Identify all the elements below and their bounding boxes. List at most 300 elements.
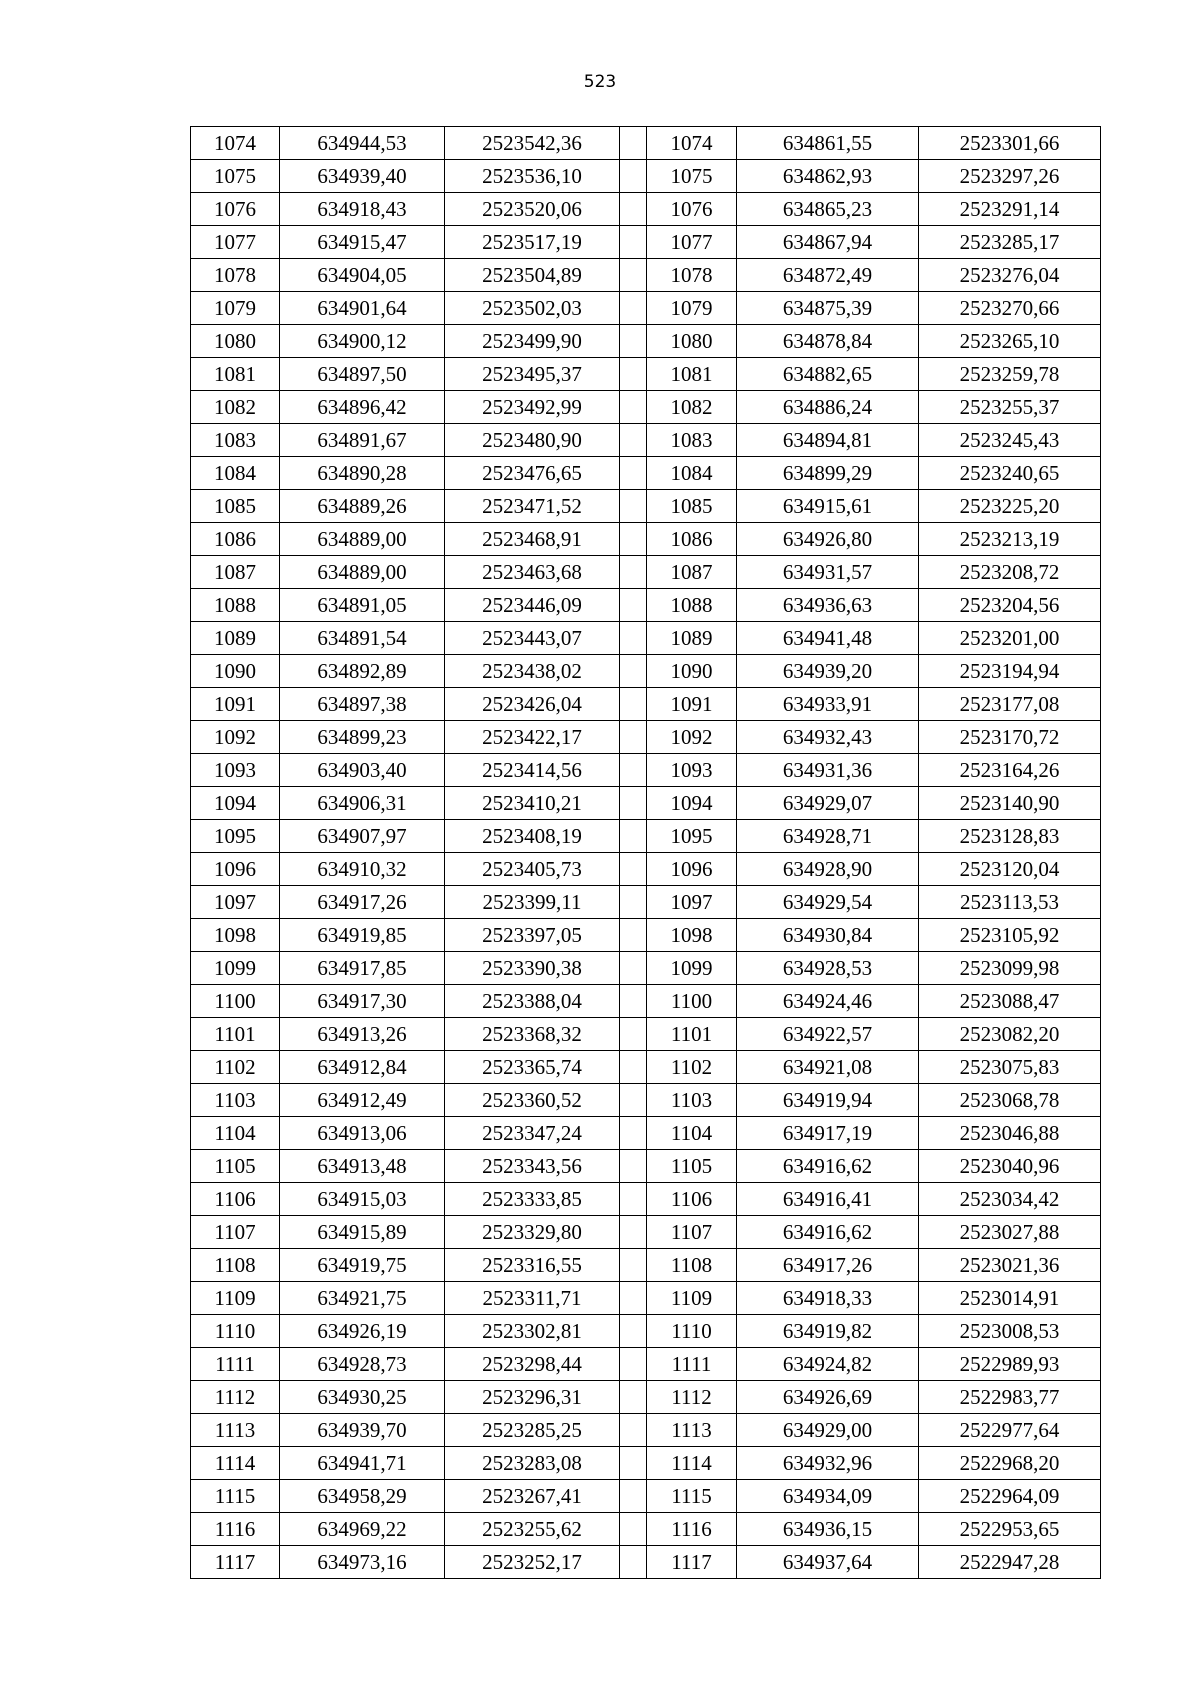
x-coordinate-right: 634878,84 bbox=[737, 325, 919, 358]
table-row bbox=[191, 490, 1101, 523]
point-number-right: 1095 bbox=[647, 820, 737, 853]
point-number-right: 1083 bbox=[647, 424, 737, 457]
spacer-cell bbox=[620, 259, 647, 292]
y-coordinate-right: 2523225,20 bbox=[919, 490, 1101, 523]
table-row bbox=[191, 1216, 1101, 1249]
x-coordinate-left: 634907,97 bbox=[280, 820, 445, 853]
point-number-right: 1102 bbox=[647, 1051, 737, 1084]
point-number-left: 1081 bbox=[191, 358, 280, 391]
y-coordinate-left: 2523365,74 bbox=[445, 1051, 620, 1084]
point-number-right: 1104 bbox=[647, 1117, 737, 1150]
point-number-right: 1112 bbox=[647, 1381, 737, 1414]
point-number-left: 1108 bbox=[191, 1249, 280, 1282]
y-coordinate-left: 2523542,36 bbox=[445, 127, 620, 160]
x-coordinate-right: 634932,43 bbox=[737, 721, 919, 754]
x-coordinate-left: 634917,26 bbox=[280, 886, 445, 919]
point-number-left: 1076 bbox=[191, 193, 280, 226]
x-coordinate-right: 634930,84 bbox=[737, 919, 919, 952]
point-number-left: 1090 bbox=[191, 655, 280, 688]
x-coordinate-right: 634933,91 bbox=[737, 688, 919, 721]
point-number-right: 1113 bbox=[647, 1414, 737, 1447]
y-coordinate-right: 2523068,78 bbox=[919, 1084, 1101, 1117]
table-row bbox=[191, 1183, 1101, 1216]
spacer-cell bbox=[620, 1480, 647, 1513]
x-coordinate-left: 634939,70 bbox=[280, 1414, 445, 1447]
point-number-left: 1075 bbox=[191, 160, 280, 193]
y-coordinate-right: 2523113,53 bbox=[919, 886, 1101, 919]
point-number-right: 1096 bbox=[647, 853, 737, 886]
y-coordinate-right: 2523170,72 bbox=[919, 721, 1101, 754]
y-coordinate-right: 2523276,04 bbox=[919, 259, 1101, 292]
y-coordinate-right: 2522977,64 bbox=[919, 1414, 1101, 1447]
spacer-cell bbox=[620, 787, 647, 820]
y-coordinate-left: 2523388,04 bbox=[445, 985, 620, 1018]
point-number-left: 1114 bbox=[191, 1447, 280, 1480]
point-number-right: 1117 bbox=[647, 1546, 737, 1579]
y-coordinate-left: 2523347,24 bbox=[445, 1117, 620, 1150]
point-number-right: 1081 bbox=[647, 358, 737, 391]
y-coordinate-left: 2523408,19 bbox=[445, 820, 620, 853]
table-row bbox=[191, 1084, 1101, 1117]
y-coordinate-right: 2523164,26 bbox=[919, 754, 1101, 787]
table-row bbox=[191, 1480, 1101, 1513]
y-coordinate-left: 2523520,06 bbox=[445, 193, 620, 226]
y-coordinate-left: 2523390,38 bbox=[445, 952, 620, 985]
point-number-right: 1097 bbox=[647, 886, 737, 919]
x-coordinate-left: 634889,00 bbox=[280, 556, 445, 589]
spacer-cell bbox=[620, 226, 647, 259]
y-coordinate-left: 2523316,55 bbox=[445, 1249, 620, 1282]
y-coordinate-left: 2523302,81 bbox=[445, 1315, 620, 1348]
y-coordinate-left: 2523495,37 bbox=[445, 358, 620, 391]
table-row bbox=[191, 523, 1101, 556]
table-row bbox=[191, 886, 1101, 919]
y-coordinate-right: 2523027,88 bbox=[919, 1216, 1101, 1249]
point-number-left: 1086 bbox=[191, 523, 280, 556]
y-coordinate-right: 2522983,77 bbox=[919, 1381, 1101, 1414]
y-coordinate-left: 2523252,17 bbox=[445, 1546, 620, 1579]
y-coordinate-left: 2523476,65 bbox=[445, 457, 620, 490]
table-row bbox=[191, 1513, 1101, 1546]
x-coordinate-right: 634865,23 bbox=[737, 193, 919, 226]
spacer-cell bbox=[620, 523, 647, 556]
y-coordinate-right: 2523259,78 bbox=[919, 358, 1101, 391]
point-number-left: 1079 bbox=[191, 292, 280, 325]
x-coordinate-left: 634939,40 bbox=[280, 160, 445, 193]
point-number-left: 1104 bbox=[191, 1117, 280, 1150]
point-number-left: 1089 bbox=[191, 622, 280, 655]
spacer-cell bbox=[620, 1414, 647, 1447]
x-coordinate-left: 634892,89 bbox=[280, 655, 445, 688]
y-coordinate-left: 2523410,21 bbox=[445, 787, 620, 820]
x-coordinate-left: 634915,47 bbox=[280, 226, 445, 259]
y-coordinate-left: 2523468,91 bbox=[445, 523, 620, 556]
table-row bbox=[191, 1381, 1101, 1414]
x-coordinate-left: 634889,00 bbox=[280, 523, 445, 556]
x-coordinate-left: 634906,31 bbox=[280, 787, 445, 820]
x-coordinate-right: 634917,19 bbox=[737, 1117, 919, 1150]
y-coordinate-left: 2523298,44 bbox=[445, 1348, 620, 1381]
x-coordinate-right: 634916,41 bbox=[737, 1183, 919, 1216]
table-row bbox=[191, 1282, 1101, 1315]
y-coordinate-right: 2522947,28 bbox=[919, 1546, 1101, 1579]
point-number-right: 1093 bbox=[647, 754, 737, 787]
point-number-right: 1082 bbox=[647, 391, 737, 424]
y-coordinate-left: 2523368,32 bbox=[445, 1018, 620, 1051]
y-coordinate-left: 2523283,08 bbox=[445, 1447, 620, 1480]
x-coordinate-right: 634867,94 bbox=[737, 226, 919, 259]
y-coordinate-right: 2523099,98 bbox=[919, 952, 1101, 985]
y-coordinate-left: 2523329,80 bbox=[445, 1216, 620, 1249]
spacer-cell bbox=[620, 1546, 647, 1579]
table-row bbox=[191, 853, 1101, 886]
point-number-right: 1087 bbox=[647, 556, 737, 589]
point-number-left: 1107 bbox=[191, 1216, 280, 1249]
y-coordinate-left: 2523463,68 bbox=[445, 556, 620, 589]
point-number-left: 1100 bbox=[191, 985, 280, 1018]
y-coordinate-left: 2523438,02 bbox=[445, 655, 620, 688]
y-coordinate-right: 2523265,10 bbox=[919, 325, 1101, 358]
x-coordinate-left: 634941,71 bbox=[280, 1447, 445, 1480]
x-coordinate-right: 634926,69 bbox=[737, 1381, 919, 1414]
table-row bbox=[191, 391, 1101, 424]
spacer-cell bbox=[620, 820, 647, 853]
x-coordinate-left: 634913,26 bbox=[280, 1018, 445, 1051]
table-row bbox=[191, 1150, 1101, 1183]
point-number-right: 1085 bbox=[647, 490, 737, 523]
table-row bbox=[191, 1249, 1101, 1282]
point-number-left: 1074 bbox=[191, 127, 280, 160]
x-coordinate-right: 634916,62 bbox=[737, 1150, 919, 1183]
y-coordinate-left: 2523296,31 bbox=[445, 1381, 620, 1414]
point-number-left: 1087 bbox=[191, 556, 280, 589]
spacer-cell bbox=[620, 655, 647, 688]
x-coordinate-left: 634969,22 bbox=[280, 1513, 445, 1546]
spacer-cell bbox=[620, 622, 647, 655]
y-coordinate-right: 2523177,08 bbox=[919, 688, 1101, 721]
spacer-cell bbox=[620, 391, 647, 424]
y-coordinate-left: 2523414,56 bbox=[445, 754, 620, 787]
x-coordinate-right: 634915,61 bbox=[737, 490, 919, 523]
y-coordinate-right: 2523285,17 bbox=[919, 226, 1101, 259]
x-coordinate-right: 634931,36 bbox=[737, 754, 919, 787]
x-coordinate-right: 634929,00 bbox=[737, 1414, 919, 1447]
x-coordinate-right: 634931,57 bbox=[737, 556, 919, 589]
point-number-left: 1082 bbox=[191, 391, 280, 424]
point-number-left: 1098 bbox=[191, 919, 280, 952]
point-number-right: 1086 bbox=[647, 523, 737, 556]
spacer-cell bbox=[620, 853, 647, 886]
point-number-left: 1099 bbox=[191, 952, 280, 985]
spacer-cell bbox=[620, 1282, 647, 1315]
point-number-left: 1091 bbox=[191, 688, 280, 721]
x-coordinate-left: 634891,05 bbox=[280, 589, 445, 622]
table-row bbox=[191, 1315, 1101, 1348]
point-number-left: 1116 bbox=[191, 1513, 280, 1546]
point-number-right: 1109 bbox=[647, 1282, 737, 1315]
x-coordinate-right: 634928,90 bbox=[737, 853, 919, 886]
point-number-right: 1075 bbox=[647, 160, 737, 193]
y-coordinate-left: 2523285,25 bbox=[445, 1414, 620, 1447]
point-number-left: 1111 bbox=[191, 1348, 280, 1381]
y-coordinate-right: 2523021,36 bbox=[919, 1249, 1101, 1282]
y-coordinate-left: 2523422,17 bbox=[445, 721, 620, 754]
table-row bbox=[191, 127, 1101, 160]
spacer-cell bbox=[620, 1513, 647, 1546]
point-number-left: 1101 bbox=[191, 1018, 280, 1051]
y-coordinate-left: 2523426,04 bbox=[445, 688, 620, 721]
table-row bbox=[191, 325, 1101, 358]
y-coordinate-left: 2523311,71 bbox=[445, 1282, 620, 1315]
spacer-cell bbox=[620, 292, 647, 325]
table-row bbox=[191, 259, 1101, 292]
spacer-cell bbox=[620, 1381, 647, 1414]
point-number-right: 1101 bbox=[647, 1018, 737, 1051]
x-coordinate-right: 634929,54 bbox=[737, 886, 919, 919]
y-coordinate-right: 2523008,53 bbox=[919, 1315, 1101, 1348]
table-row bbox=[191, 787, 1101, 820]
y-coordinate-left: 2523504,89 bbox=[445, 259, 620, 292]
y-coordinate-left: 2523333,85 bbox=[445, 1183, 620, 1216]
y-coordinate-right: 2523120,04 bbox=[919, 853, 1101, 886]
x-coordinate-left: 634917,30 bbox=[280, 985, 445, 1018]
y-coordinate-right: 2523034,42 bbox=[919, 1183, 1101, 1216]
point-number-right: 1091 bbox=[647, 688, 737, 721]
table-row bbox=[191, 1051, 1101, 1084]
x-coordinate-left: 634926,19 bbox=[280, 1315, 445, 1348]
point-number-right: 1088 bbox=[647, 589, 737, 622]
y-coordinate-right: 2523291,14 bbox=[919, 193, 1101, 226]
x-coordinate-right: 634919,94 bbox=[737, 1084, 919, 1117]
table-row bbox=[191, 721, 1101, 754]
x-coordinate-left: 634913,48 bbox=[280, 1150, 445, 1183]
x-coordinate-right: 634886,24 bbox=[737, 391, 919, 424]
point-number-left: 1093 bbox=[191, 754, 280, 787]
spacer-cell bbox=[620, 985, 647, 1018]
spacer-cell bbox=[620, 127, 647, 160]
table-row bbox=[191, 226, 1101, 259]
point-number-right: 1074 bbox=[647, 127, 737, 160]
y-coordinate-right: 2522989,93 bbox=[919, 1348, 1101, 1381]
point-number-right: 1115 bbox=[647, 1480, 737, 1513]
x-coordinate-left: 634901,64 bbox=[280, 292, 445, 325]
point-number-right: 1105 bbox=[647, 1150, 737, 1183]
spacer-cell bbox=[620, 886, 647, 919]
spacer-cell bbox=[620, 358, 647, 391]
spacer-cell bbox=[620, 754, 647, 787]
point-number-left: 1112 bbox=[191, 1381, 280, 1414]
table-row bbox=[191, 1546, 1101, 1579]
y-coordinate-right: 2523255,37 bbox=[919, 391, 1101, 424]
x-coordinate-right: 634929,07 bbox=[737, 787, 919, 820]
x-coordinate-left: 634944,53 bbox=[280, 127, 445, 160]
table-row bbox=[191, 292, 1101, 325]
spacer-cell bbox=[620, 424, 647, 457]
point-number-left: 1084 bbox=[191, 457, 280, 490]
x-coordinate-left: 634930,25 bbox=[280, 1381, 445, 1414]
point-number-right: 1076 bbox=[647, 193, 737, 226]
point-number-left: 1109 bbox=[191, 1282, 280, 1315]
point-number-right: 1090 bbox=[647, 655, 737, 688]
coordinates-table-body bbox=[191, 127, 1101, 1579]
x-coordinate-left: 634890,28 bbox=[280, 457, 445, 490]
table-row bbox=[191, 358, 1101, 391]
table-row bbox=[191, 1018, 1101, 1051]
x-coordinate-left: 634913,06 bbox=[280, 1117, 445, 1150]
x-coordinate-right: 634899,29 bbox=[737, 457, 919, 490]
point-number-left: 1115 bbox=[191, 1480, 280, 1513]
table-row bbox=[191, 193, 1101, 226]
spacer-cell bbox=[620, 1216, 647, 1249]
x-coordinate-right: 634936,15 bbox=[737, 1513, 919, 1546]
point-number-left: 1117 bbox=[191, 1546, 280, 1579]
y-coordinate-right: 2523075,83 bbox=[919, 1051, 1101, 1084]
y-coordinate-left: 2523492,99 bbox=[445, 391, 620, 424]
point-number-left: 1106 bbox=[191, 1183, 280, 1216]
table-row bbox=[191, 985, 1101, 1018]
x-coordinate-right: 634894,81 bbox=[737, 424, 919, 457]
point-number-right: 1116 bbox=[647, 1513, 737, 1546]
spacer-cell bbox=[620, 457, 647, 490]
table-row bbox=[191, 1447, 1101, 1480]
x-coordinate-left: 634900,12 bbox=[280, 325, 445, 358]
x-coordinate-left: 634921,75 bbox=[280, 1282, 445, 1315]
y-coordinate-right: 2523204,56 bbox=[919, 589, 1101, 622]
x-coordinate-left: 634912,84 bbox=[280, 1051, 445, 1084]
y-coordinate-left: 2523343,56 bbox=[445, 1150, 620, 1183]
point-number-left: 1096 bbox=[191, 853, 280, 886]
y-coordinate-right: 2523297,26 bbox=[919, 160, 1101, 193]
spacer-cell bbox=[620, 688, 647, 721]
y-coordinate-right: 2522953,65 bbox=[919, 1513, 1101, 1546]
x-coordinate-left: 634917,85 bbox=[280, 952, 445, 985]
point-number-left: 1092 bbox=[191, 721, 280, 754]
spacer-cell bbox=[620, 1249, 647, 1282]
spacer-cell bbox=[620, 556, 647, 589]
y-coordinate-left: 2523471,52 bbox=[445, 490, 620, 523]
x-coordinate-right: 634861,55 bbox=[737, 127, 919, 160]
point-number-left: 1110 bbox=[191, 1315, 280, 1348]
point-number-right: 1077 bbox=[647, 226, 737, 259]
x-coordinate-left: 634897,38 bbox=[280, 688, 445, 721]
y-coordinate-right: 2522964,09 bbox=[919, 1480, 1101, 1513]
point-number-right: 1099 bbox=[647, 952, 737, 985]
x-coordinate-right: 634916,62 bbox=[737, 1216, 919, 1249]
x-coordinate-left: 634904,05 bbox=[280, 259, 445, 292]
x-coordinate-left: 634912,49 bbox=[280, 1084, 445, 1117]
x-coordinate-right: 634924,46 bbox=[737, 985, 919, 1018]
x-coordinate-right: 634882,65 bbox=[737, 358, 919, 391]
y-coordinate-right: 2523140,90 bbox=[919, 787, 1101, 820]
spacer-cell bbox=[620, 1117, 647, 1150]
y-coordinate-right: 2523201,00 bbox=[919, 622, 1101, 655]
table-row bbox=[191, 1117, 1101, 1150]
spacer-cell bbox=[620, 1018, 647, 1051]
y-coordinate-right: 2523082,20 bbox=[919, 1018, 1101, 1051]
point-number-left: 1103 bbox=[191, 1084, 280, 1117]
y-coordinate-right: 2523105,92 bbox=[919, 919, 1101, 952]
point-number-right: 1098 bbox=[647, 919, 737, 952]
point-number-right: 1084 bbox=[647, 457, 737, 490]
y-coordinate-left: 2523255,62 bbox=[445, 1513, 620, 1546]
point-number-right: 1078 bbox=[647, 259, 737, 292]
spacer-cell bbox=[620, 1447, 647, 1480]
x-coordinate-left: 634897,50 bbox=[280, 358, 445, 391]
table-row bbox=[191, 919, 1101, 952]
x-coordinate-left: 634903,40 bbox=[280, 754, 445, 787]
point-number-right: 1100 bbox=[647, 985, 737, 1018]
point-number-right: 1111 bbox=[647, 1348, 737, 1381]
point-number-left: 1105 bbox=[191, 1150, 280, 1183]
y-coordinate-left: 2523399,11 bbox=[445, 886, 620, 919]
point-number-left: 1113 bbox=[191, 1414, 280, 1447]
point-number-left: 1088 bbox=[191, 589, 280, 622]
table-row bbox=[191, 160, 1101, 193]
x-coordinate-right: 634928,71 bbox=[737, 820, 919, 853]
x-coordinate-right: 634926,80 bbox=[737, 523, 919, 556]
spacer-cell bbox=[620, 1051, 647, 1084]
table-row bbox=[191, 655, 1101, 688]
point-number-left: 1077 bbox=[191, 226, 280, 259]
x-coordinate-right: 634922,57 bbox=[737, 1018, 919, 1051]
y-coordinate-left: 2523405,73 bbox=[445, 853, 620, 886]
table-row bbox=[191, 622, 1101, 655]
point-number-right: 1092 bbox=[647, 721, 737, 754]
table-row bbox=[191, 754, 1101, 787]
point-number-left: 1097 bbox=[191, 886, 280, 919]
y-coordinate-right: 2523208,72 bbox=[919, 556, 1101, 589]
point-number-right: 1103 bbox=[647, 1084, 737, 1117]
point-number-right: 1089 bbox=[647, 622, 737, 655]
y-coordinate-left: 2523536,10 bbox=[445, 160, 620, 193]
spacer-cell bbox=[620, 1183, 647, 1216]
y-coordinate-right: 2523194,94 bbox=[919, 655, 1101, 688]
x-coordinate-left: 634889,26 bbox=[280, 490, 445, 523]
x-coordinate-left: 634958,29 bbox=[280, 1480, 445, 1513]
x-coordinate-left: 634915,03 bbox=[280, 1183, 445, 1216]
page-number: 523 bbox=[583, 72, 617, 92]
x-coordinate-right: 634919,82 bbox=[737, 1315, 919, 1348]
x-coordinate-left: 634915,89 bbox=[280, 1216, 445, 1249]
x-coordinate-right: 634937,64 bbox=[737, 1546, 919, 1579]
point-number-left: 1080 bbox=[191, 325, 280, 358]
y-coordinate-right: 2523240,65 bbox=[919, 457, 1101, 490]
y-coordinate-left: 2523517,19 bbox=[445, 226, 620, 259]
point-number-right: 1079 bbox=[647, 292, 737, 325]
y-coordinate-left: 2523443,07 bbox=[445, 622, 620, 655]
y-coordinate-left: 2523360,52 bbox=[445, 1084, 620, 1117]
table-row bbox=[191, 952, 1101, 985]
table-row bbox=[191, 589, 1101, 622]
y-coordinate-left: 2523397,05 bbox=[445, 919, 620, 952]
table-row bbox=[191, 556, 1101, 589]
table-row bbox=[191, 1414, 1101, 1447]
point-number-right: 1108 bbox=[647, 1249, 737, 1282]
spacer-cell bbox=[620, 1084, 647, 1117]
spacer-cell bbox=[620, 490, 647, 523]
x-coordinate-right: 634918,33 bbox=[737, 1282, 919, 1315]
point-number-right: 1107 bbox=[647, 1216, 737, 1249]
spacer-cell bbox=[620, 1315, 647, 1348]
x-coordinate-right: 634921,08 bbox=[737, 1051, 919, 1084]
y-coordinate-right: 2523270,66 bbox=[919, 292, 1101, 325]
x-coordinate-right: 634932,96 bbox=[737, 1447, 919, 1480]
spacer-cell bbox=[620, 160, 647, 193]
x-coordinate-right: 634941,48 bbox=[737, 622, 919, 655]
y-coordinate-right: 2523040,96 bbox=[919, 1150, 1101, 1183]
x-coordinate-left: 634910,32 bbox=[280, 853, 445, 886]
y-coordinate-right: 2523088,47 bbox=[919, 985, 1101, 1018]
